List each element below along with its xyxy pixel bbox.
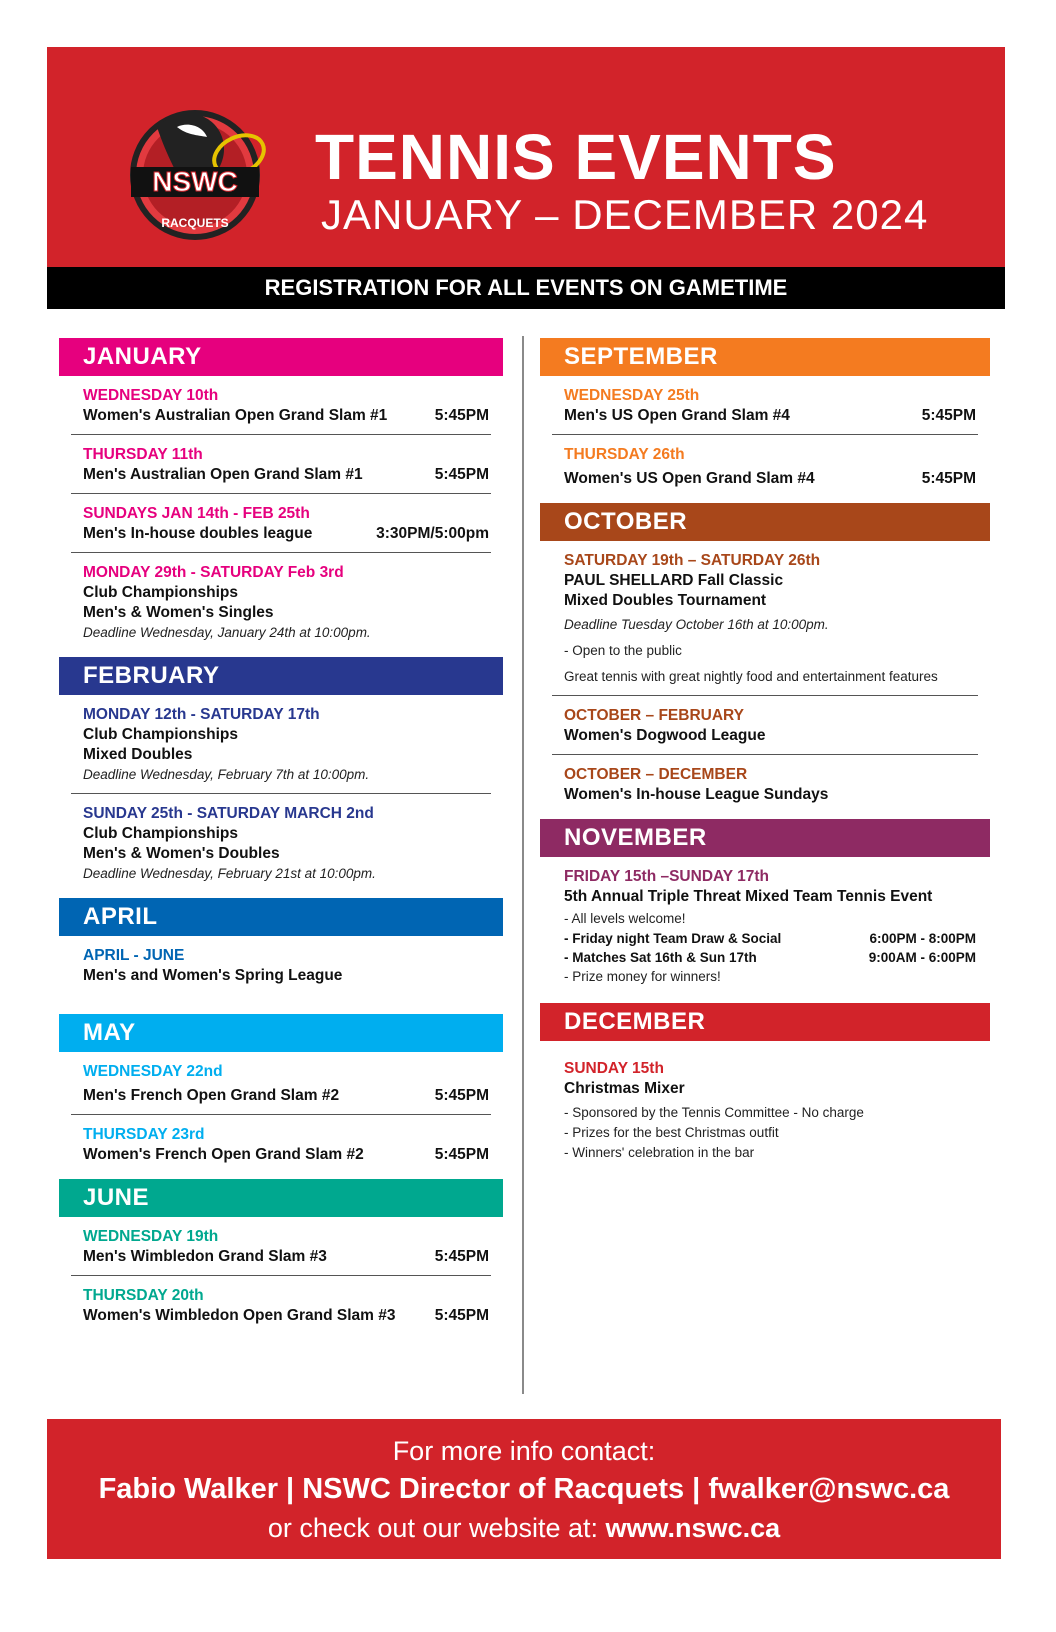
event-sub-time: 9:00AM - 6:00PM [868,950,976,965]
event-date: WEDNESDAY 19th [83,1228,219,1245]
event-date: THURSDAY 23rd [83,1126,205,1143]
event-item [540,696,990,746]
event-sub-item: - Friday night Team Draw & Social [564,931,782,946]
website-link[interactable]: www.nswc.ca [605,1513,781,1543]
event-time: 5:45PM [434,1087,489,1104]
event-date: SUNDAY 25th - SATURDAY MARCH 2nd [83,805,374,822]
month-header-september: SEPTEMBER [540,338,990,376]
event-title: Women's Australian Open Grand Slam #1 [83,407,388,424]
event-date: OCTOBER – DECEMBER [564,766,748,783]
event-deadline: Deadline Wednesday, January 24th at 10:00pm. [83,625,371,640]
event-title-2: Men's & Women's Doubles [83,845,280,862]
svg-text:RACQUETS: RACQUETS [161,216,229,230]
event-title-2: Men's & Women's Singles [83,604,274,621]
event-deadline: Deadline Wednesday, February 21st at 10:00pm. [83,866,376,881]
event-note: - Prizes for the best Christmas outfit [564,1125,779,1140]
event-item [59,695,503,785]
event-title: PAUL SHELLARD Fall Classic [564,572,784,589]
event-item [59,1276,503,1326]
event-note: Great tennis with great nightly food and entertainment features [564,669,938,684]
event-date: MONDAY 29th - SATURDAY Feb 3rd [83,564,344,581]
month-header-october: OCTOBER [540,503,990,541]
event-time: 5:45PM [434,1146,489,1163]
event-title: Club Championships [83,726,238,743]
event-item [59,936,503,1014]
nswc-racquets-logo [117,97,277,247]
event-note: - Winners' celebration in the bar [564,1145,755,1160]
registration-banner: REGISTRATION FOR ALL EVENTS ON GAMETIME [47,267,1005,309]
month-header-december: DECEMBER [540,1003,990,1041]
event-time: 3:30PM/5:00pm [376,525,489,542]
event-title: 5th Annual Triple Threat Mixed Team Tennis Event [564,888,933,905]
page-subtitle: JANUARY – DECEMBER 2024 [321,191,929,238]
event-date: OCTOBER – FEBRUARY [564,707,744,724]
event-item [540,435,990,503]
event-date: SATURDAY 19th – SATURDAY 26th [564,552,821,569]
event-title: Christmas Mixer [564,1080,685,1097]
event-note: - All levels welcome! [564,911,686,926]
event-item [540,541,990,687]
event-date: THURSDAY 26th [564,446,685,463]
event-item [59,553,503,657]
event-date: WEDNESDAY 10th [83,387,219,404]
event-time: 5:45PM [434,1307,489,1324]
event-date: SUNDAY 15th [564,1060,664,1077]
header-banner [47,47,1005,267]
event-title-2: Mixed Doubles Tournament [564,592,767,609]
event-title: Club Championships [83,825,238,842]
event-title: Women's Dogwood League [564,727,766,744]
event-time: 5:45PM [434,1248,489,1265]
event-deadline: Deadline Tuesday October 16th at 10:00pm. [564,617,829,632]
event-time: 5:45PM [921,407,976,424]
event-item [59,494,503,544]
event-title-2: Mixed Doubles [83,746,193,763]
footer-contact-line: Fabio Walker | NSWC Director of Racquets | fwalker@nswc.ca [98,1473,950,1505]
event-date: WEDNESDAY 22nd [83,1063,223,1080]
event-title: Men's US Open Grand Slam #4 [564,407,790,424]
event-item [540,376,990,426]
event-title: Women's In-house League Sundays [564,786,829,803]
footer-website-line [47,1509,1001,1547]
event-date: APRIL - JUNE [83,947,185,964]
event-time: 5:45PM [434,466,489,483]
event-date: WEDNESDAY 25th [564,387,700,404]
footer-line-1: For more info contact: [392,1436,656,1466]
event-item [59,435,503,485]
event-item [540,755,990,819]
month-header-november: NOVEMBER [540,819,990,857]
month-header-june: JUNE [59,1179,503,1217]
event-item [59,1217,503,1267]
event-title: Men's French Open Grand Slam #2 [83,1087,340,1104]
right-column [540,338,990,1163]
event-date: FRIDAY 15th –SUNDAY 17th [564,868,770,885]
event-title: Men's and Women's Spring League [83,967,343,984]
event-item [540,1041,990,1163]
month-header-may: MAY [59,1014,503,1052]
svg-text:NSWC: NSWC [152,166,238,197]
page-title: TENNIS EVENTS [315,121,837,193]
month-header-january: JANUARY [59,338,503,376]
event-note: - Open to the public [564,643,682,658]
event-item [59,376,503,426]
event-title: Women's Wimbledon Open Grand Slam #3 [83,1307,396,1324]
event-title: Men's Australian Open Grand Slam #1 [83,466,363,483]
event-sub-item: - Matches Sat 16th & Sun 17th [564,950,757,965]
event-note: - Prize money for winners! [564,969,721,984]
event-sub-time: 6:00PM - 8:00PM [869,931,976,946]
column-divider [522,336,524,1394]
footer-website-prefix: or check out our website at: [267,1513,606,1543]
event-time: 5:45PM [921,470,976,487]
event-date: THURSDAY 11th [83,446,203,463]
event-date: MONDAY 12th - SATURDAY 17th [83,706,320,723]
event-item [59,1115,503,1179]
event-title: Club Championships [83,584,238,601]
event-title: Women's French Open Grand Slam #2 [83,1146,364,1163]
event-item [59,794,503,898]
event-item [540,857,990,1003]
event-title: Men's Wimbledon Grand Slam #3 [83,1248,327,1265]
month-header-april: APRIL [59,898,503,936]
event-deadline: Deadline Wednesday, February 7th at 10:00pm. [83,767,370,782]
footer-contact [47,1419,1001,1559]
event-item [59,1052,503,1106]
event-note: - Sponsored by the Tennis Committee - No charge [564,1105,864,1120]
event-time: 5:45PM [434,407,489,424]
event-date: SUNDAYS JAN 14th - FEB 25th [83,505,310,522]
event-title: Women's US Open Grand Slam #4 [564,470,815,487]
left-column [59,338,503,1326]
event-title: Men's In-house doubles league [83,525,313,542]
event-date: THURSDAY 20th [83,1287,204,1304]
month-header-february: FEBRUARY [59,657,503,695]
